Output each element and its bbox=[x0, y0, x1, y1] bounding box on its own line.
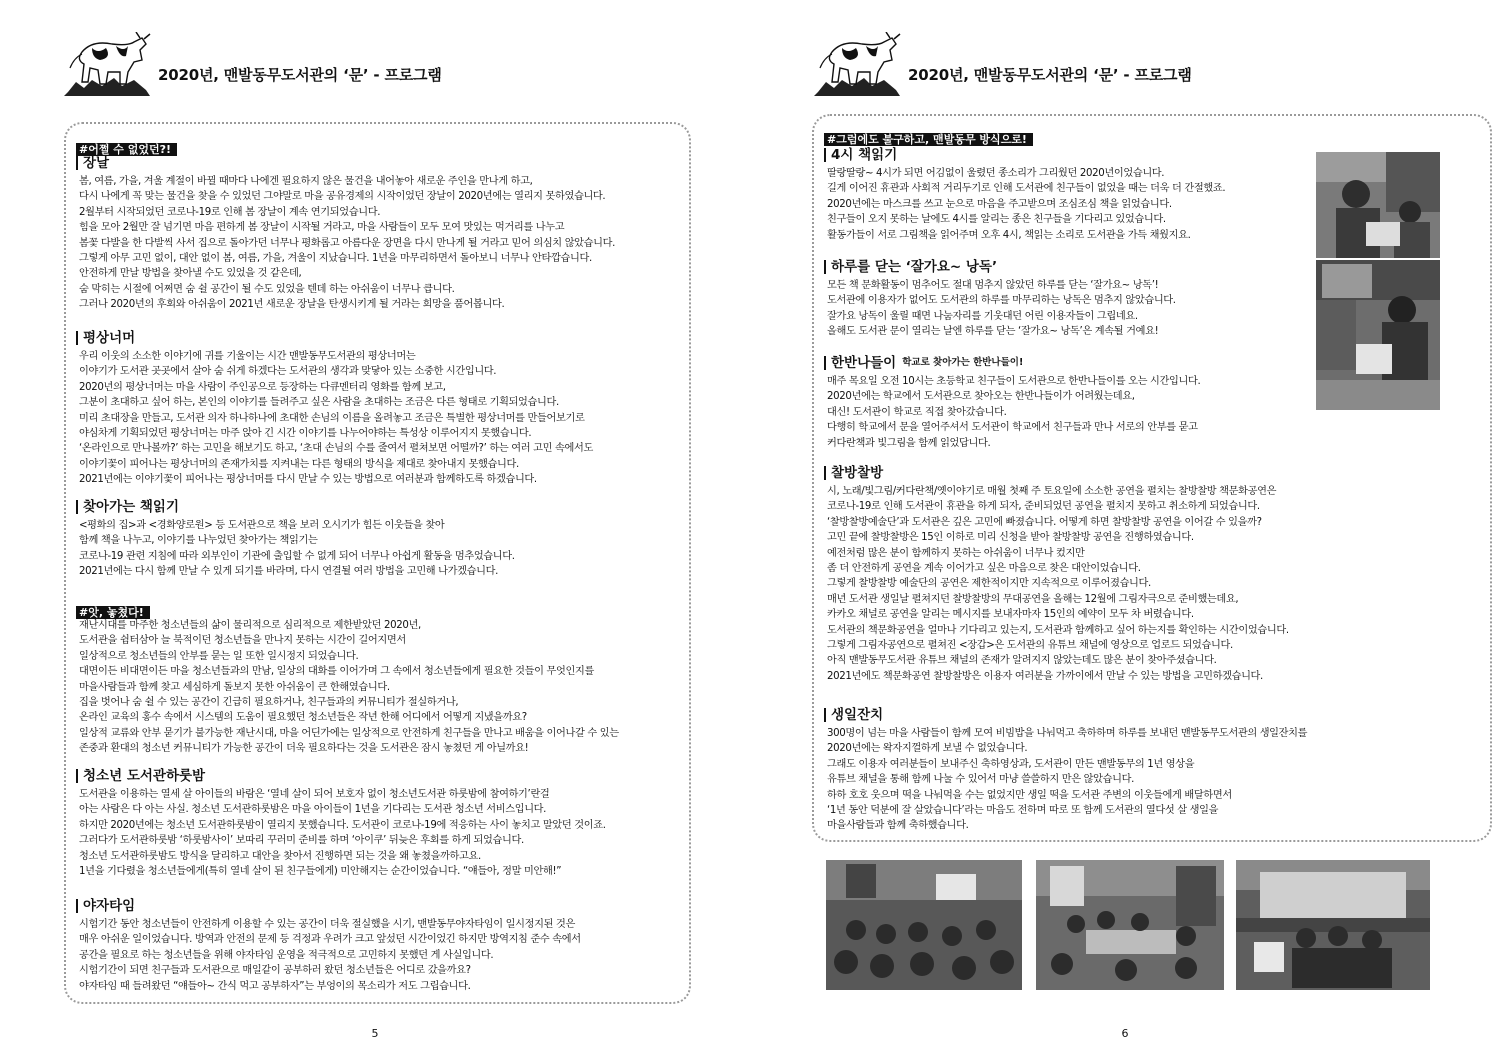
page-header-title: 2020년, 맨발동무도서관의 ‘문’ - 프로그램 bbox=[158, 66, 442, 84]
text-line: 그러나 2020년의 후회와 아쉬움이 2021년 새로운 장날을 탄생시키게 될 거라는 희망을 품어봅니다. bbox=[79, 299, 505, 311]
text-line: 집을 벗어나 숨 쉴 수 있는 공간이 긴급히 필요하거나, 친구들과의 커뮤니티가 절실하거나, bbox=[79, 697, 459, 709]
section-title bbox=[824, 354, 1200, 372]
section-pyeongsang bbox=[76, 329, 593, 488]
text-line: 하지만 2020년에는 청소년 도서관하룻밤이 열리지 못했습니다. 도서관이 코로나-19에 적응하는 사이 놓치고 말았던 것이죠. bbox=[79, 819, 606, 831]
section-title-text: 야자타임 bbox=[83, 898, 136, 914]
page-header-title: 2020년, 맨발동무도서관의 ‘문’ - 프로그램 bbox=[908, 66, 1192, 84]
section-title bbox=[76, 897, 581, 915]
text-line: 2020년의 평상너머는 마을 사람이 주인공으로 등장하는 다큐멘터리 영화를 함께 보고, bbox=[79, 381, 446, 393]
text-line: 도서관에 이용자가 없어도 도서관의 하루를 마무리하는 낭독은 멈추지 않았습니다. bbox=[827, 295, 1176, 307]
text-line: 2020년에는 마스크를 쓰고 눈으로 마음을 주고받으며 조심조심 책을 읽었습니다. bbox=[827, 198, 1172, 210]
text-line: 함께 책을 나누고, 이야기를 나누었던 찾아가는 책읽기는 bbox=[79, 535, 318, 547]
text-line: 청소년 도서관하룻밤도 방식을 달리하고 대안을 찾아서 진행하면 되는 것을 왜 놓쳤을까하고요. bbox=[79, 850, 481, 862]
paragraph-lines bbox=[76, 618, 619, 757]
text-line: 그렇게 그림자공연으로 펼쳐진 <장갑>은 도서관의 유튜브 채널에 영상으로 업로드 되었습니다. bbox=[827, 640, 1233, 652]
text-line: 재난시대를 마주한 청소년들의 삶이 물리적으로 심리적으로 제한받았던 2020년, bbox=[79, 620, 421, 631]
text-line: 그래도 이용자 여러분들이 보내주신 축하영상과, 도서관이 만든 맨발동무의 1년 영상을 bbox=[827, 758, 1195, 770]
text-line: 대신! 도서관이 학교로 직접 찾아갔습니다. bbox=[827, 406, 1007, 418]
text-line: 다시 나에게 꼭 맞는 물건을 찾을 수 있었던 그야말로 마을 공유경제의 시작이었던 장날이 2020년에는 열리지 못하였습니다. bbox=[79, 191, 606, 203]
page-number: 5 bbox=[371, 1027, 379, 1040]
text-line: ‘찰방찰방예술단’과 도서관은 깊은 고민에 빠졌습니다. 어떻게 하면 찰방찰방 공연을 이어갈 수 있을까? bbox=[827, 516, 1262, 528]
paragraph-lines bbox=[824, 726, 1307, 834]
section-title-text: 찰방찰방 bbox=[831, 465, 884, 481]
birthday-gathering-photo bbox=[1036, 860, 1224, 990]
text-line: 시험기간이 되면 친구들과 도서관으로 매일같이 공부하러 왔던 청소년들은 어디로 갔을까요? bbox=[79, 965, 471, 977]
section-title bbox=[76, 154, 615, 172]
paragraph-lines bbox=[824, 278, 1176, 340]
text-line: 길게 이어진 휴관과 사회적 거리두기로 인해 도서관에 친구들이 없었을 때는 더욱 더 간절했죠. bbox=[827, 183, 1226, 195]
text-line: 좀 더 안전하게 공연을 계속 이어가고 싶은 마음으로 찾은 대안이었습니다. bbox=[827, 563, 1141, 575]
section-four-oclock bbox=[824, 146, 1225, 243]
text-line: 그렇게 찰방찰방 예술단의 공연은 제한적이지만 지속적으로 이루어졌습니다. bbox=[827, 578, 1151, 590]
text-line: 2020년에는 왁자지껄하게 보낼 수 없었습니다. bbox=[827, 743, 1028, 755]
section-visiting-reading bbox=[76, 498, 515, 580]
text-line: 대면이든 비대면이든 마을 청소년들과의 만남, 일상의 대화를 이어가며 그 속에서 청소년들에게 필요한 것들이 무엇인지를 bbox=[79, 666, 594, 678]
section-title-text: 생일잔치 bbox=[831, 707, 884, 723]
text-line: 미리 초대장을 만들고, 도서관 의자 하나하나에 초대한 손님의 이름을 올려놓고 조금은 특별한 평상너머를 만들어보기로 bbox=[79, 412, 585, 424]
text-line: 예전처럼 많은 분이 함께하지 못하는 아쉬움이 너무나 컸지만 bbox=[827, 547, 1085, 559]
text-line: 2021년에는 다시 함께 만날 수 있게 되기를 바라며, 다시 연결될 여러 방법을 고민해 나가겠습니다. bbox=[79, 566, 499, 578]
text-line: 숨 막히는 시절에 어쩌면 숨 쉴 공간이 될 수도 있었을 텐데 하는 아쉬움이 너무나 큽니다. bbox=[79, 283, 455, 295]
section-hanban-outing bbox=[824, 354, 1200, 451]
section-tag: #어쩔 수 없었던?! bbox=[76, 143, 177, 156]
text-line: 1년을 기다렸을 청소년들에게(특히 열네 살이 된 친구들에게) 미안해지는 순간이었습니다. “얘들아, 정말 미안해!” bbox=[79, 866, 562, 878]
text-line: 카카오 채널로 공연을 알리는 메시지를 보내자마자 15인의 예약이 모두 차 버렸습니다. bbox=[827, 609, 1194, 621]
section-tag: #앗, 놓쳤다! bbox=[76, 606, 150, 619]
text-line: 이야기가 도서관 곳곳에서 살아 숨 쉬게 하겠다는 도서관의 생각과 맞닿아 있는 소중한 시간입니다. bbox=[79, 366, 497, 378]
text-line: 도서관을 쉼터삼아 늘 북적이던 청소년들을 만나지 못하는 시간이 길어지면서 bbox=[79, 635, 406, 647]
text-line: 도서관을 이용하는 열세 살 아이들의 바람은 ‘열네 살이 되어 보호자 없이 청소년도서관 하룻밤에 참여하기’란걸 bbox=[79, 789, 550, 800]
paragraph-lines bbox=[76, 174, 615, 313]
text-line: 친구들이 오지 못하는 날에도 4시를 알리는 종은 친구들을 기다리고 있었습니다. bbox=[827, 214, 1166, 226]
section-title bbox=[76, 767, 606, 785]
text-line: 그러다가 도서관하룻밤 ‘하룻밤사이’ 보따리 꾸러미 준비를 하며 ‘아이쿠’ 뒤늦은 후회를 하게 되었습니다. bbox=[79, 835, 524, 847]
text-line: 잘가요 낭독이 울릴 때면 나눔자리를 기웃대던 어린 이용자들이 그립네요. bbox=[827, 310, 1138, 322]
text-line: 2021년에는 이야기꽃이 피어나는 평상너머를 다시 만날 수 있는 방법으로 여러분과 함께하도록 하겠습니다. bbox=[79, 474, 537, 486]
text-line: 유튜브 채널을 통해 함께 나눌 수 있어서 마냥 쓸쓸하지 만은 않았습니다. bbox=[827, 774, 1135, 786]
text-line: 300명이 넘는 마을 사람들이 함께 모여 비빔밥을 나눠먹고 축하하며 하루를 보내던 맨발동무도서관의 생일잔치를 bbox=[827, 728, 1308, 739]
text-line: 올해도 도서관 문이 열리는 날엔 하루를 닫는 ‘잘가요~ 낭독’은 계속될 거예요! bbox=[827, 326, 1159, 338]
text-line: 이야기꽃이 피어나는 평상너머의 존재가치를 지켜내는 다른 형태의 방식을 제대로 찾아내지 못했습니다. bbox=[79, 458, 519, 470]
text-line: 그분이 초대하고 싶어 하는, 본인의 이야기를 들려주고 싶은 사람을 초대하는 조금은 다른 형태로 기획되었습니다. bbox=[79, 397, 559, 409]
section-birthday bbox=[824, 706, 1307, 834]
text-line: 우리 이웃의 소소한 이야기에 귀를 기울이는 시간 맨발동무도서관의 평상너머는 bbox=[79, 351, 416, 362]
text-line: 2021년에도 책문화공연 찰방찰방은 이용자 여러분을 가까이에서 만날 수 있는 방법을 고민하겠습니다. bbox=[827, 670, 1263, 682]
section-title-text: 한반나들이 bbox=[831, 355, 897, 371]
section-title bbox=[76, 329, 593, 347]
section-title-text: 4시 책읽기 bbox=[831, 147, 898, 163]
section-teen-intro bbox=[76, 618, 619, 757]
section-title-text: 찾아가는 책읽기 bbox=[83, 499, 179, 515]
section-yaja-time bbox=[76, 897, 581, 994]
text-line: 그렇게 아무 고민 없이, 대안 없이 봄, 여름, 가을, 겨울이 지났습니다. 1년을 마무리하면서 돌아보니 너무나 안타깝습니다. bbox=[79, 253, 592, 265]
page-header bbox=[62, 30, 702, 100]
text-line: 시, 노래/빛그림/커다란책/옛이야기로 매월 첫째 주 토요일에 소소한 공연을 펼치는 찰방찰방 책문화공연은 bbox=[827, 486, 1277, 497]
text-line: 하하 호호 웃으며 떡을 나눠먹을 수는 없었지만 생일 떡을 도서관 주변의 이웃들에게 배달하면서 bbox=[827, 789, 1232, 801]
text-line: 매우 아쉬운 일이었습니다. 방역과 안전의 문제 등 걱정과 우려가 크고 앞섰던 시간이었긴 하지만 방역지침 준수 속에서 bbox=[79, 934, 581, 946]
text-line: 딸랑딸랑~ 4시가 되면 어김없이 울렸던 종소리가 그리웠던 2020년이었습니다. bbox=[827, 168, 1165, 179]
right-page bbox=[750, 0, 1500, 1060]
text-line: 활동가들이 서로 그림책을 읽어주며 오후 4시, 책읽는 소리로 도서관을 가득 채웠지요. bbox=[827, 229, 1191, 241]
chalbang-performance-photo bbox=[826, 860, 1022, 990]
text-line: 2020년에는 학교에서 도서관으로 찾아오는 한반나들이가 어려웠는데요, bbox=[827, 391, 1135, 403]
section-title-text: 평상너머 bbox=[83, 330, 136, 346]
goodnight-reading-photo bbox=[1316, 260, 1440, 410]
text-line: 커다란책과 빛그림을 함께 읽었답니다. bbox=[827, 437, 991, 449]
text-line: ‘1년 동안 덕분에 잘 살았습니다’라는 마음도 전하며 따로 또 함께 도서관의 열다섯 살 생일을 bbox=[827, 805, 1219, 817]
text-line: 봄꽃 다발을 한 다발씩 사서 집으로 돌아가던 너무나 평화롭고 아름다운 장면을 다시 만나게 될 거라고 믿어 의심치 않았습니다. bbox=[79, 237, 616, 249]
paragraph-lines bbox=[76, 917, 581, 994]
paragraph-lines bbox=[76, 349, 593, 488]
paragraph-lines bbox=[824, 484, 1289, 684]
text-line: 마을사람들과 함께 찾고 세심하게 돌보지 못한 아쉬움이 큰 한해였습니다. bbox=[79, 681, 390, 693]
text-line: 마을사람들과 함께 축하했습니다. bbox=[827, 820, 969, 832]
paragraph-lines bbox=[824, 374, 1200, 451]
page-header bbox=[812, 30, 1452, 100]
text-line: 코로나-19로 인해 도서관이 휴관을 하게 되자, 준비되었던 공연을 펼치지 못하고 취소하게 되었습니다. bbox=[827, 501, 1260, 513]
section-teen-night bbox=[76, 767, 606, 879]
text-line: 야심차게 기획되었던 평상너머는 마주 앉아 긴 시간 이야기를 나누어야하는 특성상 이루어지지 못했습니다. bbox=[79, 428, 532, 440]
section-chalbang bbox=[824, 464, 1289, 684]
paragraph-lines bbox=[824, 166, 1225, 243]
section-tag-nevertheless bbox=[824, 128, 1033, 147]
text-line: <평화의 집>과 <경화양로원> 등 도서관으로 책을 보러 오시기가 힘든 이웃들을 찾아 bbox=[79, 520, 445, 531]
text-line: 봄, 여름, 가을, 겨울 계절이 바뀔 때마다 나에겐 필요하지 않은 물건을 내어놓아 새로운 주인을 만나게 하고, bbox=[79, 176, 533, 187]
text-line: 온라인 교육의 홍수 속에서 시스템의 도움이 필요했던 청소년들은 작년 한해 어디에서 어떻게 지냈을까요? bbox=[79, 712, 527, 724]
section-goodnight-reading bbox=[824, 258, 1176, 340]
cow-logo-icon bbox=[62, 32, 152, 98]
text-line: 코로나-19 관련 지침에 따라 외부인이 기관에 출입할 수 없게 되어 너무나 아쉽게 활동을 멈추었습니다. bbox=[79, 550, 515, 562]
section-title bbox=[824, 146, 1225, 164]
text-line: 매주 목요일 오전 10시는 초등학교 친구들이 도서관으로 한반나들이를 오는 시간입니다. bbox=[827, 376, 1201, 387]
birthday-banner-photo bbox=[1236, 860, 1430, 990]
section-title bbox=[76, 498, 515, 516]
reading-photo bbox=[1316, 152, 1440, 258]
section-title bbox=[824, 258, 1176, 276]
content-box bbox=[64, 122, 691, 1004]
section-title-text: 청소년 도서관하룻밤 bbox=[83, 768, 206, 784]
text-line: ‘온라인으로 만나볼까?’ 하는 고민을 해보기도 하고, ‘초대 손님의 수를 줄여서 펼쳐보면 어떨까?’ 하는 여러 고민 속에서도 bbox=[79, 443, 593, 455]
section-title-text: 하루를 닫는 ‘잘가요~ 낭독’ bbox=[831, 259, 998, 275]
section-title bbox=[824, 706, 1307, 724]
text-line: 일상적으로 청소년들의 안부를 묻는 일 또한 일시정지 되었습니다. bbox=[79, 650, 359, 662]
section-jangnal bbox=[76, 154, 615, 313]
text-line: 매년 도서관 생일날 펼쳐지던 찰방찰방의 무대공연을 올해는 12월에 그림자극으로 준비했는데요, bbox=[827, 593, 1239, 605]
text-line: 일상적 교류와 안부 묻기가 불가능한 재난시대, 마을 어딘가에는 일상적으로 안전하게 친구들을 만나고 배움을 이어나갈 수 있는 bbox=[79, 727, 619, 739]
text-line: 야자타임 때 들려왔던 “얘들아~ 간식 먹고 공부하자”는 부엉이의 목소리가 저도 그립습니다. bbox=[79, 980, 471, 992]
text-line: 안전하게 만날 방법을 찾아낼 수도 있었을 것 같은데, bbox=[79, 268, 302, 280]
text-line: 힘을 모아 2월만 잘 넘기면 마음 편하게 봄 장날이 시작될 거라고, 마을 사람들이 모두 모여 맛있는 먹거리를 나누고 bbox=[79, 222, 565, 234]
text-line: 다행히 학교에서 문을 열어주셔서 도서관이 학교에서 친구들과 만나 서로의 안부를 묻고 bbox=[827, 422, 1198, 434]
text-line: 2월부터 시작되었던 코로나-19로 인해 봄 장날이 계속 연기되었습니다. bbox=[79, 206, 381, 218]
text-line: 도서관의 책문화공연을 얼마나 기다리고 있는지, 도서관과 함께하고 싶어 하는지를 확인하는 시간이었습니다. bbox=[827, 624, 1289, 636]
text-line: 공간을 필요로 하는 청소년들을 위해 야자타임 운영을 적극적으로 고민하지 못했던 게 사실입니다. bbox=[79, 949, 494, 961]
section-title-text: 장날 bbox=[83, 155, 110, 171]
text-line: 아직 맨발동무도서관 유튜브 채널의 존재가 알려지지 않았는데도 많은 분이 찾아주셨습니다. bbox=[827, 655, 1217, 667]
page-number: 6 bbox=[1121, 1027, 1129, 1040]
paragraph-lines bbox=[76, 787, 606, 879]
text-line: 모든 책 문화활동이 멈추어도 절대 멈추지 않았던 하루를 닫는 ‘잘가요~ 낭독’! bbox=[827, 280, 1159, 291]
paragraph-lines bbox=[76, 518, 515, 580]
text-line: 시험기간 동안 청소년들이 안전하게 이용할 수 있는 공간이 더욱 절실했을 시기, 맨발동무야자타임이 일시정지된 것은 bbox=[79, 919, 576, 930]
text-line: 고민 끝에 찰방찰방은 15인 이하로 미리 신청을 받아 찰방찰방 공연을 진행하였습니다. bbox=[827, 532, 1194, 544]
section-title bbox=[824, 464, 1289, 482]
cow-logo-icon bbox=[812, 32, 902, 98]
section-tag: #그럼에도 불구하고, 맨발동무 방식으로! bbox=[824, 133, 1033, 146]
section-subtitle: 학교로 찾아가는 한반나들이! bbox=[902, 357, 1024, 368]
text-line: 존중과 환대의 청소년 커뮤니티가 가능한 공간이 더욱 필요하다는 것을 도서관은 잠시 놓쳤던 게 아닐까요! bbox=[79, 743, 529, 755]
text-line: 아는 사람은 다 아는 사실. 청소년 도서관하룻밤은 마을 아이들이 1년을 기다리는 도서관 청소년 서비스입니다. bbox=[79, 804, 547, 816]
